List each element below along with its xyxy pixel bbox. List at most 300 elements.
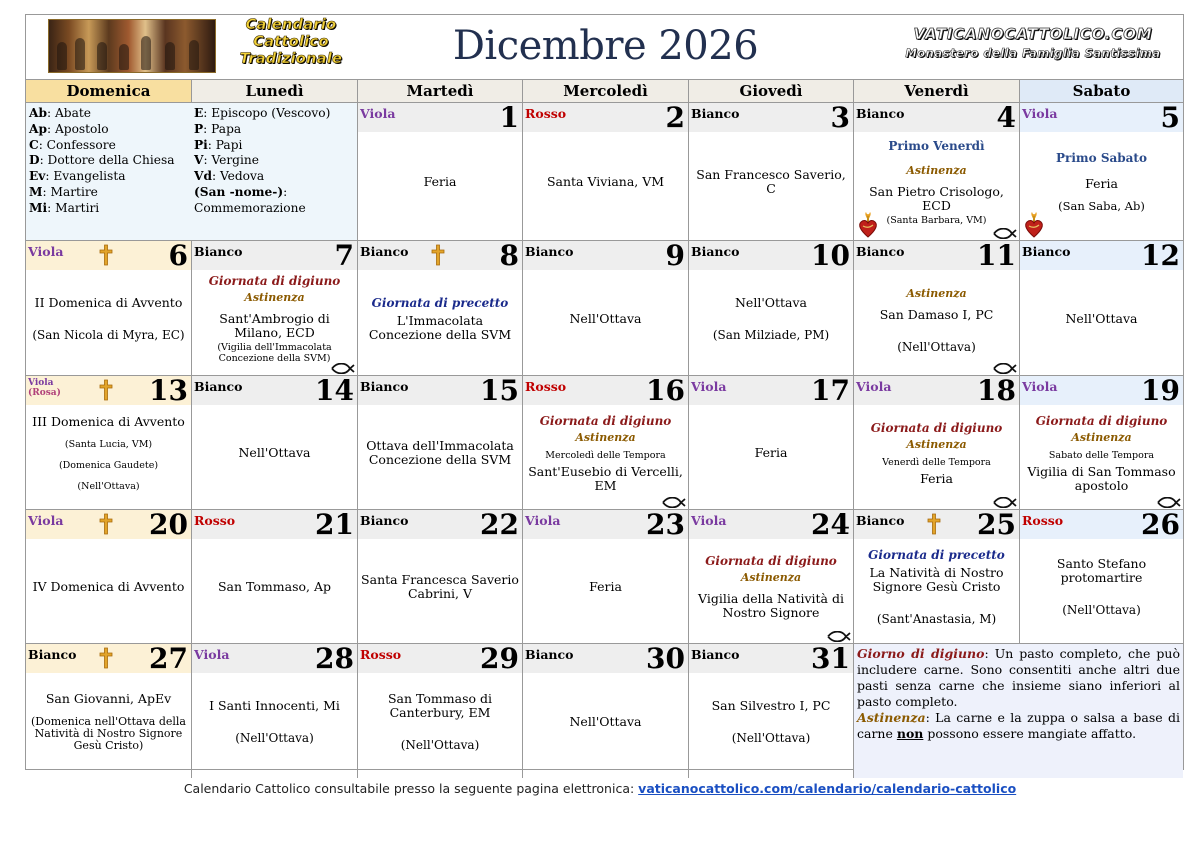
- weekday-header: Giovedì: [689, 80, 854, 102]
- liturgical-color-label: Bianco: [360, 513, 409, 528]
- legend-item: [194, 122, 354, 138]
- legend-item: [194, 138, 354, 154]
- celebration-line: San Giovanni, ApEv: [45, 690, 172, 706]
- celebration-line: Nell'Ottava: [569, 310, 642, 326]
- legend-abbr: V: [194, 153, 204, 168]
- day-content: [358, 539, 522, 643]
- celebration-line: Santa Viviana, VM: [546, 174, 665, 189]
- sacred-heart-icon: [1024, 212, 1044, 238]
- site-subtitle: Monastero della Famiglia Santissima: [905, 46, 1161, 60]
- day-number: 12: [1141, 241, 1180, 272]
- day-cell[interactable]: [358, 644, 523, 778]
- legend-text: : Evangelista: [45, 169, 126, 184]
- cross-icon: [98, 647, 114, 669]
- abstinence-label: Astinenza: [1071, 430, 1132, 444]
- day-number: 15: [480, 376, 519, 407]
- liturgical-color: [525, 244, 573, 259]
- week-row: [26, 509, 1183, 643]
- weekday-header: Mercoledì: [523, 80, 689, 102]
- day-cell[interactable]: [689, 103, 854, 240]
- day-content: [192, 270, 357, 375]
- liturgical-color-label: Bianco: [856, 106, 905, 121]
- liturgical-color-label: Viola: [1022, 106, 1058, 121]
- abstinence-term: Astinenza: [857, 710, 926, 725]
- day-header: [523, 241, 688, 270]
- day-header: [192, 644, 357, 673]
- celebration-line: Nell'Ottava: [734, 294, 808, 310]
- legend-item: [194, 185, 354, 217]
- commemoration-line: (Nell'Ottava): [1062, 603, 1141, 617]
- liturgical-color-label: Bianco: [1022, 244, 1071, 259]
- day-cell[interactable]: [1020, 510, 1183, 643]
- celebration-line: Feria: [920, 470, 953, 486]
- day-cell[interactable]: [26, 644, 192, 778]
- legend-text: : Martire: [42, 184, 98, 199]
- legend-item: [29, 153, 189, 169]
- commemoration-line: (San Nicola di Myra, EC): [32, 327, 185, 342]
- celebration-line: IV Domenica di Avvento: [32, 579, 185, 594]
- day-cell[interactable]: [523, 241, 689, 375]
- day-header: [523, 510, 688, 539]
- day-content: [689, 405, 853, 509]
- legend-text: : Commemorazione: [194, 184, 306, 215]
- fasting-day-label: Giornata di digiuno: [1035, 413, 1168, 428]
- legend-item: [29, 185, 189, 201]
- celebration-line: Nell'Ottava: [569, 713, 642, 729]
- holy-day-label: Giornata di precetto: [868, 548, 1005, 562]
- liturgical-color: [691, 106, 739, 121]
- day-content: [1020, 132, 1183, 240]
- weekday-header: Venerdì: [854, 80, 1020, 102]
- legend-abbr: P: [194, 121, 204, 136]
- weekday-header: Domenica: [26, 80, 192, 102]
- day-header: [26, 241, 191, 270]
- celebration-line: Ottava dell'Immacolata Concezione della SVM: [366, 438, 514, 467]
- legend-abbr: Ab: [29, 106, 47, 120]
- day-header: [192, 510, 357, 539]
- legend-item: [194, 153, 354, 169]
- liturgical-color: [360, 379, 408, 394]
- liturgical-color-label: Viola: [525, 513, 561, 528]
- sacred-heart-icon: [858, 212, 878, 238]
- celebration-line: Feria: [589, 579, 622, 594]
- liturgical-color: [360, 106, 395, 121]
- commemoration-line: (Santa Barbara, VM): [886, 214, 987, 226]
- legend-item: [29, 138, 189, 154]
- celebration-line: La Natività di Nostro Signore Gesù Cristo: [869, 565, 1004, 594]
- day-number: 23: [646, 510, 685, 541]
- day-content: [26, 673, 191, 778]
- day-content: [192, 539, 357, 643]
- first-day-label: Primo Venerdì: [888, 138, 985, 153]
- day-cell[interactable]: [854, 103, 1020, 240]
- celebration-line: Vigilia della Natività di Nostro Signore: [698, 591, 844, 620]
- commemoration-line: Venerdì delle Tempora: [882, 456, 991, 468]
- liturgical-color-label: Bianco: [194, 379, 243, 394]
- commemoration-line: (San Milziade, PM): [712, 327, 830, 342]
- legend-abbr: Ap: [29, 121, 47, 136]
- liturgical-color: [525, 106, 566, 121]
- day-cell[interactable]: [854, 241, 1020, 375]
- weekday-header: Sabato: [1020, 80, 1183, 102]
- day-cell[interactable]: [192, 644, 358, 778]
- day-number: 14: [315, 376, 354, 407]
- day-cell[interactable]: [1020, 376, 1183, 509]
- calendar-link[interactable]: vaticanocattolico.com/calendario/calendario-cattolico: [638, 781, 1017, 796]
- calendar-header: [26, 15, 1183, 79]
- abstinence-label: Astinenza: [906, 437, 967, 451]
- day-header: [358, 241, 522, 270]
- commemoration-line: (Nell'Ottava): [400, 737, 480, 752]
- liturgical-color-label: Bianco: [856, 244, 905, 259]
- fasting-note: [854, 644, 1183, 778]
- legend-item: [29, 169, 189, 185]
- week-row: [26, 643, 1183, 778]
- day-number: 4: [996, 103, 1016, 134]
- liturgical-color: [360, 647, 401, 662]
- day-header: [26, 644, 191, 673]
- day-number: 30: [646, 644, 685, 675]
- day-header: [1020, 103, 1183, 132]
- day-header: [689, 376, 853, 405]
- liturgical-color: [691, 379, 726, 394]
- fish-icon: [331, 363, 355, 374]
- liturgical-color: [28, 378, 61, 398]
- day-content: [1020, 405, 1183, 509]
- legend-text: : Papi: [207, 137, 243, 152]
- abstinence-non: non: [896, 726, 924, 741]
- liturgical-color: [691, 513, 726, 528]
- day-header: [192, 241, 357, 270]
- day-cell[interactable]: [523, 376, 689, 509]
- legend-abbr: C: [29, 137, 39, 152]
- celebration-line: Feria: [1085, 176, 1118, 191]
- commemoration-line: (Vigilia dell'Immacolata Concezione della SVM): [217, 341, 332, 364]
- legend-abbr: D: [29, 153, 40, 168]
- day-header: [854, 376, 1019, 405]
- liturgical-color-label: Bianco: [525, 244, 574, 259]
- day-content: [689, 673, 853, 778]
- week-row: [26, 240, 1183, 375]
- liturgical-color-label: Rosso: [525, 379, 567, 394]
- commemoration-line: Sabato delle Tempora: [1048, 449, 1155, 461]
- legend-abbr: Ev: [29, 169, 46, 184]
- liturgical-color: [856, 244, 904, 259]
- liturgical-color: [194, 647, 229, 662]
- day-content: [358, 673, 522, 778]
- day-content: [854, 132, 1019, 240]
- holy-day-label: Giornata di precetto: [371, 295, 509, 310]
- weekday-header: Martedì: [358, 80, 523, 102]
- liturgical-color: [856, 513, 904, 528]
- day-cell[interactable]: [358, 241, 523, 375]
- legend-text: : Dottore della Chiesa: [39, 153, 175, 168]
- day-header: [523, 644, 688, 673]
- day-cell[interactable]: [854, 376, 1020, 509]
- legend-abbr: E: [194, 106, 204, 120]
- day-cell[interactable]: [26, 376, 192, 509]
- weekday-header: Lunedì: [192, 80, 358, 102]
- liturgical-color: [856, 379, 891, 394]
- liturgical-color-label: Viola: [28, 378, 54, 388]
- legend-text: : Vergine: [203, 153, 259, 168]
- celebration-line: Sant'Eusebio di Vercelli, EM: [528, 463, 683, 493]
- cross-icon: [98, 513, 114, 535]
- day-cell[interactable]: [689, 644, 854, 778]
- legend-item: [194, 169, 354, 185]
- day-number: 19: [1141, 376, 1180, 407]
- fish-icon: [993, 497, 1017, 508]
- day-cell[interactable]: [689, 241, 854, 375]
- day-cell[interactable]: [1020, 103, 1183, 240]
- legend-text: : Episcopo (Vescovo): [203, 106, 331, 120]
- day-content: [26, 405, 191, 509]
- liturgical-color: [194, 379, 242, 394]
- week-row: [26, 375, 1183, 509]
- fish-icon: [993, 228, 1017, 239]
- abstinence-label: Astinenza: [906, 163, 967, 177]
- fish-icon: [993, 363, 1017, 374]
- liturgical-color-label: Rosso: [194, 513, 236, 528]
- liturgical-color-label: Viola: [856, 379, 892, 394]
- day-content: [689, 132, 853, 240]
- celebration-line: Vigilia di San Tommaso apostolo: [1027, 463, 1176, 493]
- day-content: [523, 132, 688, 240]
- day-number: 21: [315, 510, 354, 541]
- celebration-line: Nell'Ottava: [238, 445, 311, 460]
- abstinence-label: Astinenza: [244, 290, 305, 304]
- day-number: 11: [977, 241, 1016, 272]
- liturgical-color-label: Viola: [28, 244, 64, 259]
- day-content: [523, 405, 688, 509]
- liturgical-color: [194, 244, 242, 259]
- calendar-sheet: [25, 14, 1184, 770]
- day-header: [192, 376, 357, 405]
- day-cell[interactable]: [26, 241, 192, 375]
- day-number: 8: [499, 241, 519, 272]
- legend-item: [29, 201, 189, 217]
- day-cell[interactable]: [26, 510, 192, 643]
- liturgical-color-label: Bianco: [691, 106, 740, 121]
- celebration-line: San Silvestro I, PC: [711, 697, 831, 713]
- fasting-day-label: Giornata di digiuno: [705, 554, 837, 568]
- day-number: 7: [334, 241, 354, 272]
- liturgical-color-label: Bianco: [28, 647, 77, 662]
- day-content: [1020, 270, 1183, 375]
- day-number: 24: [811, 510, 850, 541]
- commemoration-line: (Nell'Ottava): [897, 339, 976, 354]
- celebration-line: San Tommaso, Ap: [217, 579, 331, 594]
- liturgical-color: [691, 647, 739, 662]
- day-cell[interactable]: [523, 644, 689, 778]
- day-header: [523, 376, 688, 405]
- abstinence-text: possono essere mangiate affatto.: [923, 726, 1137, 741]
- commemoration-line: (Nell'Ottava): [77, 480, 140, 492]
- liturgical-color-label: Rosso: [360, 647, 402, 662]
- abstinence-label: Astinenza: [575, 430, 636, 444]
- celebration-line: Feria: [423, 174, 457, 189]
- fish-icon: [1157, 497, 1181, 508]
- day-content: [358, 270, 522, 375]
- legend-abbr: Pi: [194, 137, 208, 152]
- day-cell[interactable]: [689, 376, 854, 509]
- liturgical-color-label: Bianco: [194, 244, 243, 259]
- day-content: [26, 539, 191, 643]
- day-number: 16: [646, 376, 685, 407]
- day-cell[interactable]: [854, 510, 1020, 643]
- legend-text: : Confessore: [38, 137, 116, 152]
- day-number: 6: [168, 241, 188, 272]
- commemoration-line: (Nell'Ottava): [731, 730, 811, 745]
- day-content: [192, 405, 357, 509]
- liturgical-color-label: Viola: [28, 513, 64, 528]
- liturgical-color: [856, 106, 904, 121]
- day-cell[interactable]: [192, 376, 358, 509]
- day-content: [358, 405, 522, 509]
- day-header: [26, 376, 191, 405]
- abstinence-label: Astinenza: [740, 571, 802, 584]
- celebration-line: San Tommaso di Canterbury, EM: [387, 690, 492, 720]
- legend-abbr: Vd: [194, 169, 212, 184]
- cross-icon: [98, 379, 114, 401]
- commemoration-line: (Santa Lucia, VM): [64, 438, 153, 450]
- fasting-day-label: Giornata di digiuno: [208, 273, 341, 288]
- legend-item: [29, 106, 189, 122]
- day-number: 17: [811, 376, 850, 407]
- day-cell[interactable]: [358, 103, 523, 240]
- legend-text: : Vedova: [211, 169, 265, 184]
- day-number: 22: [480, 510, 519, 541]
- day-cell[interactable]: [523, 103, 689, 240]
- day-header: [358, 510, 522, 539]
- week-row: [26, 102, 1183, 240]
- first-day-label: Primo Sabato: [1056, 151, 1147, 165]
- legend-abbr: (San -nome-): [194, 184, 284, 199]
- commemoration-line: (Domenica nell'Ottava della Natività di Nostro Signore Gesù Cristo): [31, 714, 186, 752]
- footer: [0, 781, 1200, 796]
- celebration-line: Santo Stefano protomartire: [1056, 556, 1147, 585]
- legend-column: [29, 106, 189, 217]
- liturgical-color: [28, 513, 63, 528]
- celebration-line: L'Immacolata Concezione della SVM: [368, 312, 512, 342]
- liturgical-color-label: Rosso: [1022, 513, 1064, 528]
- day-cell[interactable]: [192, 241, 358, 375]
- day-header: [689, 644, 853, 673]
- legend-text: : Abate: [46, 106, 91, 120]
- fasting-day-label: Giornata di digiuno: [539, 413, 672, 428]
- day-header: [358, 103, 522, 132]
- liturgical-color: [691, 244, 739, 259]
- day-content: [26, 270, 191, 375]
- day-content: [192, 673, 357, 778]
- commemoration-line: (Nell'Ottava): [235, 730, 314, 745]
- fasting-term: Giorno di digiuno: [857, 646, 985, 661]
- celebration-line: Santa Francesca Saverio Cabrini, V: [361, 572, 519, 601]
- day-header: [1020, 376, 1183, 405]
- day-content: [689, 539, 853, 643]
- day-number: 2: [665, 103, 685, 134]
- day-number: 31: [811, 644, 850, 675]
- day-cell[interactable]: [192, 510, 358, 643]
- day-number: 5: [1160, 103, 1180, 134]
- commemoration-line: (San Saba, Ab): [1058, 199, 1145, 213]
- liturgical-color: [1022, 244, 1070, 259]
- day-header: [358, 376, 522, 405]
- celebration-line: San Francesco Saverio, C: [696, 167, 846, 196]
- day-cell[interactable]: [689, 510, 854, 643]
- day-header: [854, 510, 1019, 539]
- liturgical-color-label: Bianco: [691, 647, 740, 662]
- fish-icon: [662, 497, 686, 508]
- liturgical-color-label: Bianco: [525, 647, 574, 662]
- fish-icon: [827, 631, 851, 642]
- day-header: [1020, 241, 1183, 270]
- day-content: [358, 132, 522, 240]
- day-header: [689, 103, 853, 132]
- celebration-line: San Damaso I, PC: [879, 306, 994, 322]
- liturgical-color: [28, 647, 76, 662]
- day-content: [689, 270, 853, 375]
- calendar-grid: [26, 79, 1183, 778]
- footer-text: Calendario Cattolico consultabile presso la seguente pagina elettronica:: [183, 781, 639, 796]
- legend-abbr: Mi: [29, 200, 48, 215]
- day-number: 20: [149, 510, 188, 541]
- celebration-line: Feria: [754, 445, 788, 460]
- day-header: [523, 103, 688, 132]
- legend-column: [194, 106, 354, 217]
- abbreviation-legend: [26, 103, 358, 240]
- liturgical-color-label: Viola: [691, 379, 727, 394]
- day-content: [523, 270, 688, 375]
- day-header: [1020, 510, 1183, 539]
- day-content: [854, 270, 1019, 375]
- day-number: 29: [480, 644, 519, 675]
- celebration-line: San Pietro Crisologo, ECD: [869, 183, 1004, 213]
- liturgical-color: [525, 379, 566, 394]
- day-cell[interactable]: [358, 376, 523, 509]
- day-cell[interactable]: [1020, 241, 1183, 375]
- celebration-line: Nell'Ottava: [1065, 310, 1138, 326]
- day-number: 9: [665, 241, 685, 272]
- day-header: [358, 644, 522, 673]
- legend-abbr: M: [29, 184, 43, 199]
- liturgical-color-label: Viola: [360, 106, 396, 121]
- liturgical-color-label: Viola: [691, 513, 727, 528]
- weekday-header-row: [26, 79, 1183, 102]
- abstinence-label: Astinenza: [906, 286, 967, 300]
- day-number: 27: [149, 644, 188, 675]
- day-content: [854, 539, 1019, 643]
- day-cell[interactable]: [523, 510, 689, 643]
- liturgical-color-label: Viola: [1022, 379, 1058, 394]
- legend-item: [194, 106, 354, 122]
- day-number: 18: [977, 376, 1016, 407]
- month-title: Dicembre 2026: [452, 23, 759, 69]
- day-header: [689, 241, 853, 270]
- fasting-text: : Un pasto completo, che può includere carne. Sono consentiti anche altri due pasti senza carne che insieme siano inferiori al pasto completo.: [857, 646, 1180, 709]
- liturgical-color-label: Bianco: [691, 244, 740, 259]
- site-logo: [899, 25, 1167, 60]
- liturgical-color: [360, 244, 408, 259]
- day-number: 10: [811, 241, 850, 272]
- fasting-definition: [857, 646, 1180, 710]
- day-number: 28: [315, 644, 354, 675]
- day-cell[interactable]: [358, 510, 523, 643]
- liturgical-color-label: Bianco: [856, 513, 905, 528]
- cross-icon: [926, 513, 942, 535]
- abstinence-definition: [857, 710, 1180, 742]
- liturgical-color-label: Bianco: [360, 379, 409, 394]
